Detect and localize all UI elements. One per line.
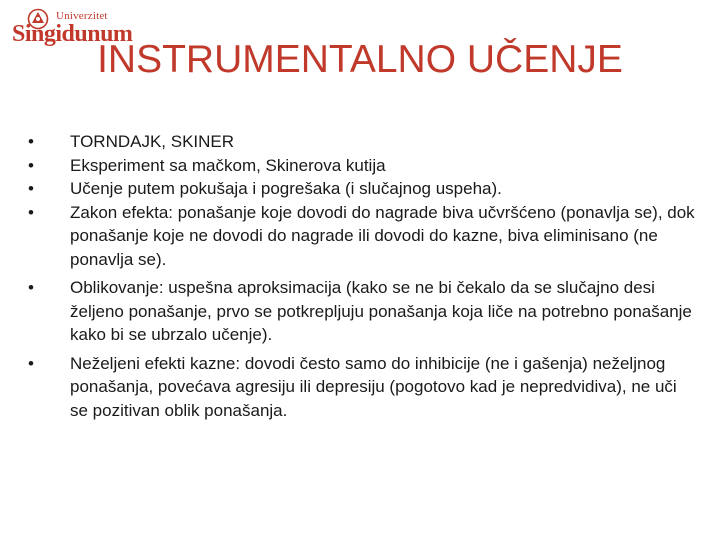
list-item-text: Zakon efekta: ponašanje koje dovodi do nagrade biva učvršćeno (ponavlja se), dok ponašanje koje ne dovodi do nagrade ili dovodi do kazne, biva eliminisano (ne ponavlja se). [70, 202, 695, 269]
list-item [28, 201, 698, 272]
list-item-text: Učenje putem pokušaja i pogrešaka (i slučajnog uspeha). [70, 179, 502, 198]
list-item [28, 276, 698, 347]
list-item-text: Eksperiment sa mačkom, Skinerova kutija [70, 155, 386, 175]
list-item [28, 177, 698, 201]
bullet-icon: • [28, 353, 34, 373]
logo-main-text: Singidunum [12, 21, 133, 47]
bullet-list [28, 130, 698, 422]
bullet-icon: • [28, 278, 34, 297]
list-item-text: Neželjeni efekti kazne: dovodi često samo do inhibicije (ne i gašenja) neželjnog ponašanja, povećava agresiju ili depresiju (pogotovo kad je nepredvidiva), ne uči se pozitivan oblik ponašanja. [70, 353, 677, 420]
list-item-text: TORNDAJK, SKINER [70, 132, 235, 151]
list-item [28, 154, 698, 178]
bullet-icon: • [28, 202, 34, 222]
slide-title: INSTRUMENTALNO UČENJE [97, 38, 623, 81]
bullet-icon: • [28, 155, 34, 175]
bullet-icon: • [28, 132, 34, 151]
logo-top-text: Univerzitet [56, 10, 108, 22]
list-item [28, 352, 698, 423]
bullet-icon: • [28, 179, 34, 198]
list-item [28, 130, 698, 154]
list-item-text: Oblikovanje: uspešna aproksimacija (kako se ne bi čekalo da se slučajno desi željeno ponašanje, prvo se potkrepljuju ponašanja koja liče na potrebno ponašanje kako bi se ubrzalo učenje). [70, 278, 692, 344]
